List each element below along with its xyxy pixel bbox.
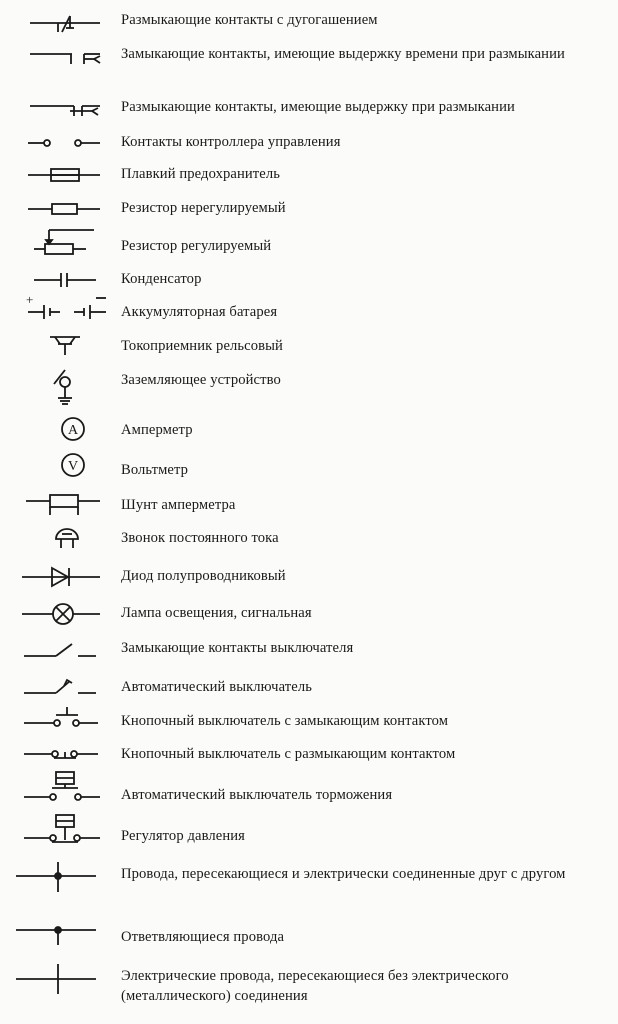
branching-wires-icon [14, 921, 114, 949]
legend-label: Резистор регулируемый [121, 238, 272, 254]
legend-label: Регулятор давления [121, 828, 245, 844]
legend-label: Размыкающие контакты с дугогашением [121, 12, 378, 28]
make-contacts-delay-icon [14, 46, 114, 68]
pushbutton-make-icon [14, 703, 114, 733]
controller-contacts-icon [14, 132, 114, 154]
legend-label: Замыкающие контакты выключателя [121, 640, 354, 656]
legend-label: Размыкающие контакты, имеющие выдержку при размыкании [121, 99, 515, 115]
break-contacts-arc-icon [14, 12, 114, 34]
voltmeter-icon [14, 451, 114, 481]
legend-label: Кнопочный выключатель с размыкающим контактом [121, 746, 456, 762]
legend-label: Провода, пересекающиеся и электрически соединенные друг с другом [121, 866, 566, 882]
legend-label: Автоматический выключатель [121, 679, 312, 695]
diode-icon [14, 565, 114, 589]
wires-crossing-connected-icon [14, 860, 114, 896]
fixed-resistor-icon [14, 198, 114, 220]
legend-label: Диод полупроводниковый [121, 568, 286, 584]
pressure-regulator-icon [14, 812, 114, 848]
pushbutton-break-icon [14, 742, 114, 768]
legend-label: Лампа освещения, сигнальная [121, 605, 312, 621]
legend-label: Резистор нерегулируемый [121, 200, 286, 216]
break-contacts-delay-icon [14, 98, 114, 120]
variable-resistor-icon [14, 224, 114, 260]
battery-icon [14, 292, 114, 326]
wires-crossing-not-connected-icon [14, 962, 114, 998]
legend-label: Кнопочный выключатель с замыкающим контактом [121, 713, 449, 729]
legend-label: Электрические провода, пересекающиеся без электрического (металлического) соединения [121, 968, 509, 1004]
legend-label: Токоприемник рельсовый [121, 338, 283, 354]
legend-label: Плавкий предохранитель [121, 166, 280, 182]
battery-plus-sign: + [26, 292, 34, 307]
legend-label: Звонок постоянного тока [121, 530, 279, 546]
legend-label: Шунт амперметра [121, 497, 236, 513]
lamp-icon [14, 601, 114, 627]
switch-make-contacts-icon [14, 636, 114, 662]
legend-label: Аккумуляторная батарея [121, 304, 278, 320]
ammeter-shunt-icon [14, 489, 114, 519]
legend-label: Заземляющее устройство [121, 372, 281, 388]
capacitor-icon [14, 269, 114, 291]
legend-label: Амперметр [121, 422, 193, 438]
circuit-breaker-icon [14, 669, 114, 699]
legend-label: Конденсатор [121, 271, 202, 287]
ammeter-icon [14, 415, 114, 445]
grounding-device-icon [14, 362, 114, 408]
fuse-icon [14, 164, 114, 186]
legend-label: Автоматический выключатель торможения [121, 787, 393, 803]
legend-label: Вольтметр [121, 462, 189, 478]
voltmeter-glyph: V [67, 459, 79, 474]
rail-current-collector-icon [14, 333, 114, 359]
dc-bell-icon [14, 525, 114, 551]
legend-label: Контакты контроллера управления [121, 134, 341, 150]
legend-label: Ответвляющиеся провода [121, 929, 285, 945]
legend-label: Замыкающие контакты, имеющие выдержку времени при размыкании [121, 46, 565, 62]
ammeter-glyph: A [67, 423, 79, 438]
brake-breaker-icon [14, 769, 114, 805]
